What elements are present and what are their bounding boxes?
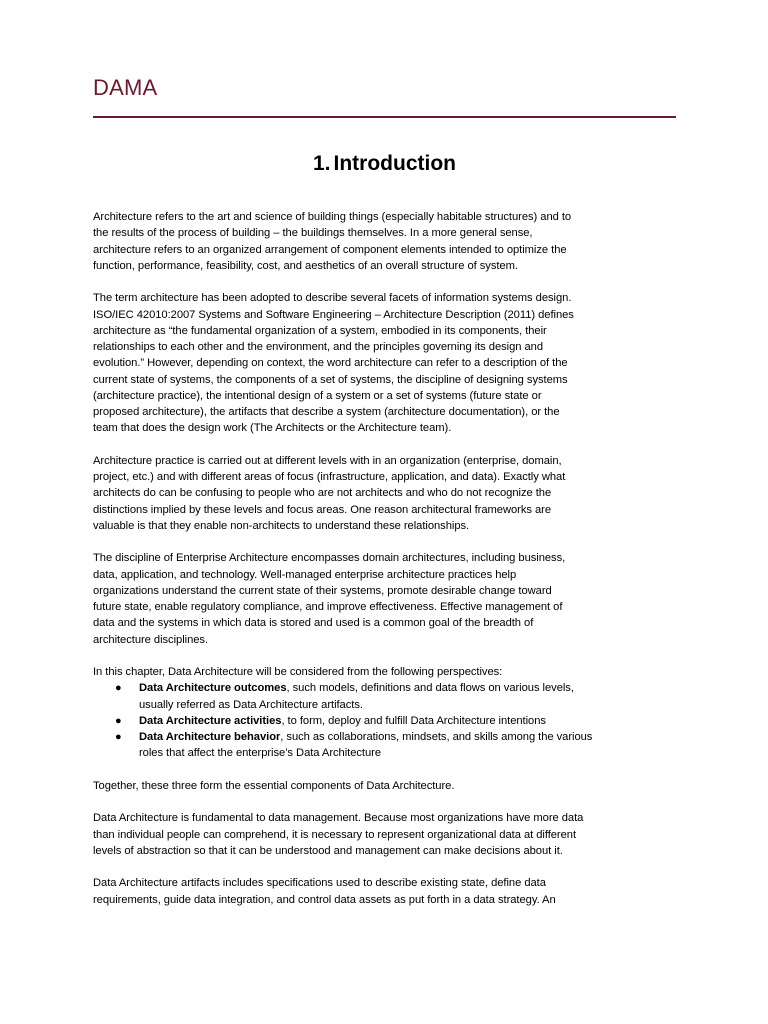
- paragraph: [93, 290, 676, 436]
- running-header-title: DAMA: [93, 75, 158, 100]
- section-number: 1.: [313, 152, 331, 175]
- paragraph: [93, 810, 676, 859]
- list-item-first-line: [139, 680, 676, 696]
- list-item: [93, 713, 676, 729]
- list-item-continuation: roles that affect the enterprise’s Data Architecture: [139, 747, 382, 760]
- text-line: data, application, and technology. Well-managed enterprise architecture practices help: [93, 568, 517, 581]
- list-item-term: Data Architecture activities: [139, 714, 282, 727]
- text-line: the results of the process of building – the buildings themselves. In a more general sense,: [93, 227, 533, 240]
- list-item-first-line: [139, 713, 676, 729]
- text-line: Data Architecture is fundamental to data management. Because most organizations have more data: [93, 812, 584, 825]
- paragraph: [93, 453, 676, 534]
- bullet-icon: ●: [115, 714, 122, 727]
- text-line: The discipline of Enterprise Architecture encompasses domain architectures, including business,: [93, 552, 566, 565]
- text-line: evolution.” However, depending on context, the word architecture can refer to a description of the: [93, 357, 568, 370]
- list-item-term: Data Architecture outcomes: [139, 682, 287, 695]
- text-line: (architecture practice), the intentional design of a system or a set of systems (future state or: [93, 389, 542, 402]
- list-item-text: , such as collaborations, mindsets, and skills among the various: [280, 731, 593, 743]
- header-rule: [93, 116, 676, 118]
- paragraph: [93, 875, 676, 908]
- text-line: Data Architecture artifacts includes specifications used to describe existing state, define data: [93, 877, 546, 890]
- bullet-icon: ●: [115, 682, 122, 695]
- bullet-icon: ●: [115, 731, 122, 743]
- paragraph: [93, 209, 676, 274]
- text-line: The term architecture has been adopted to describe several facets of information systems design.: [93, 292, 572, 305]
- text-line: valuable is that they enable non-architects to understand these relationships.: [93, 519, 470, 532]
- section-heading: [93, 150, 676, 178]
- text-line: function, performance, feasibility, cost, and aesthetics of an overall structure of system.: [93, 259, 518, 272]
- text-line: future state, enable regulatory compliance, and improve effectiveness. Effective management of: [93, 601, 563, 613]
- list-item-text: , to form, deploy and fulfill Data Architecture intentions: [281, 714, 546, 727]
- text-line: In this chapter, Data Architecture will be considered from the following perspectives:: [93, 666, 503, 678]
- text-line: current state of systems, the components of a set of systems, the discipline of designing systems: [93, 373, 568, 386]
- text-line: architecture as “the fundamental organization of a system, embodied in its components, their: [93, 324, 547, 337]
- list-item-first-line: [139, 729, 676, 745]
- text-line: data and the systems in which data is stored and used is a common goal of the breadth of: [93, 617, 534, 630]
- text-line: Architecture practice is carried out at different levels with in an organization (enterprise, domain,: [93, 454, 562, 467]
- paragraph: [93, 778, 676, 794]
- text-line: organizations understand the current state of their systems, promote desirable change toward: [93, 584, 552, 597]
- list-item-text: , such models, definitions and data flows on various levels,: [286, 682, 574, 695]
- text-line: architecture disciplines.: [93, 633, 209, 646]
- list-item-term: Data Architecture behavior: [139, 731, 281, 743]
- text-line: project, etc.) and with different areas of focus (infrastructure, application, and data). Exactly what: [93, 471, 566, 483]
- document-body: [93, 209, 676, 924]
- text-line: ISO/IEC 42010:2007 Systems and Software Engineering – Architecture Description (2011) defines: [93, 308, 574, 321]
- text-line: requirements, guide data integration, and control data assets as put forth in a data strategy. An: [93, 893, 556, 906]
- section-title: Introduction: [333, 152, 456, 175]
- perspectives-list: [93, 680, 676, 761]
- text-line: levels of abstraction so that it can be understood and management can make decisions about it.: [93, 844, 563, 857]
- paragraph: [93, 550, 676, 648]
- text-line: Architecture refers to the art and science of building things (especially habitable structures) and to: [93, 211, 572, 223]
- text-line: proposed architecture), the artifacts that describe a system (architecture documentation), or the: [93, 406, 560, 418]
- list-item: [93, 729, 676, 762]
- perspectives-intro: [93, 664, 676, 680]
- list-item: [93, 680, 676, 713]
- text-line: relationships to each other and the environment, and the principles governing its design and: [93, 341, 544, 353]
- list-item-continuation: usually referred as Data Architecture artifacts.: [139, 698, 363, 711]
- text-line: than individual people can comprehend, it is necessary to represent organizational data at different: [93, 828, 577, 841]
- text-line: architecture refers to an organized arrangement of component elements intended to optimize the: [93, 243, 567, 256]
- text-line: team that does the design work (The Architects or the Architecture team).: [93, 422, 452, 435]
- text-line: distinctions implied by these levels and focus areas. One reason architectural frameworks are: [93, 503, 551, 516]
- text-line: Together, these three form the essential components of Data Architecture.: [93, 779, 455, 792]
- text-line: architects do can be confusing to people who are not architects and who do not recognize the: [93, 487, 552, 500]
